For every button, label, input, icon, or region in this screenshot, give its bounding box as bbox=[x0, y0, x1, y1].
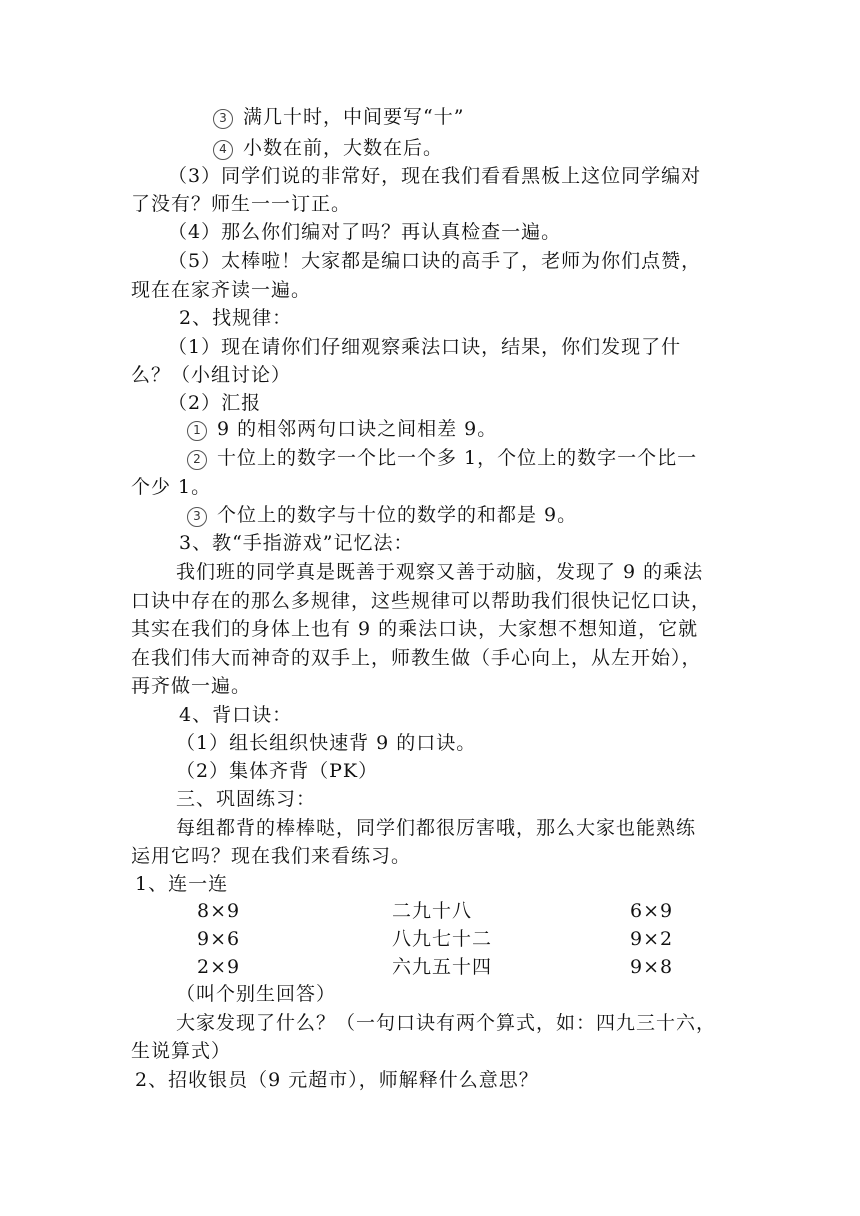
section-heading: 3、教“手指游戏”记忆法： bbox=[179, 532, 414, 554]
paragraph-line: （2）汇报 bbox=[168, 392, 262, 414]
paragraph-line: 口诀中存在的那么多规律，这些规律可以帮助我们很快记忆口诀， bbox=[131, 590, 712, 612]
pattern-item-3 bbox=[187, 502, 577, 528]
table-cell: 6×9 bbox=[630, 900, 674, 922]
table-cell: 2×9 bbox=[197, 956, 241, 978]
paragraph-line: 运用它吗？现在我们来看练习。 bbox=[131, 845, 412, 867]
paragraph-line: 个少 1。 bbox=[131, 476, 212, 498]
table-cell: 六九五十四 bbox=[392, 956, 493, 978]
paragraph-line: （2）集体齐背（PK） bbox=[176, 760, 379, 782]
rule-item-3 bbox=[213, 104, 464, 130]
paragraph-line: （叫个别生回答） bbox=[176, 983, 337, 1005]
line-text: 十位上的数字一个比一个多 1，个位上的数字一个比一 bbox=[217, 447, 698, 469]
section-heading: 4、背口诀： bbox=[179, 704, 293, 726]
pattern-item-1 bbox=[187, 416, 497, 442]
paragraph-line: 在我们伟大而神奇的双手上，师教生做（手心向上，从左开始）， bbox=[131, 647, 702, 669]
paragraph-line: 再齐做一遍。 bbox=[131, 675, 252, 697]
paragraph-line: 我们班的同学真是既善于观察又善于动脑，发现了 9 的乘法 bbox=[176, 561, 704, 583]
circled-number: 2 bbox=[187, 450, 207, 470]
section-heading: 2、找规律： bbox=[179, 307, 293, 329]
table-cell: 二九十八 bbox=[392, 900, 473, 922]
paragraph-line: 大家发现了什么？（一句口诀有两个算式，如：四九三十六， bbox=[176, 1012, 717, 1034]
table-cell: 8×9 bbox=[197, 900, 241, 922]
paragraph-line: （4）那么你们编对了吗？再认真检查一遍。 bbox=[168, 221, 562, 243]
paragraph-line: 生说算式） bbox=[131, 1040, 232, 1062]
exercise-heading: 2、招收银员（9 元超市），师解释什么意思？ bbox=[135, 1069, 539, 1091]
circled-number: 1 bbox=[187, 421, 207, 441]
paragraph-line: 每组都背的棒棒哒，同学们都很厉害哦，那么大家也能熟练 bbox=[176, 817, 697, 839]
circled-number: 3 bbox=[187, 507, 207, 527]
line-text: 满几十时，中间要写“十” bbox=[243, 106, 465, 128]
circled-number: 4 bbox=[213, 140, 233, 160]
paragraph-line: 现在在家齐读一遍。 bbox=[131, 279, 312, 301]
paragraph-line: （1）现在请你们仔细观察乘法口诀，结果，你们发现了什 bbox=[168, 336, 682, 358]
paragraph-line: 么？（小组讨论） bbox=[131, 364, 292, 386]
line-text: 9 的相邻两句口诀之间相差 9。 bbox=[217, 418, 498, 440]
paragraph-line: 其实在我们的身体上也有 9 的乘法口诀，大家想不想知道，它就 bbox=[131, 618, 699, 640]
rule-item-4 bbox=[213, 135, 443, 161]
table-cell: 9×2 bbox=[630, 928, 674, 950]
pattern-item-2 bbox=[187, 445, 697, 471]
paragraph-line: （3）同学们说的非常好，现在我们看看黑板上这位同学编对 bbox=[168, 165, 702, 187]
line-text: 小数在前，大数在后。 bbox=[243, 137, 444, 159]
table-cell: 八九七十二 bbox=[392, 928, 493, 950]
paragraph-line: （1）组长组织快速背 9 的口诀。 bbox=[176, 732, 477, 754]
line-text: 个位上的数字与十位的数学的和都是 9。 bbox=[217, 504, 578, 526]
table-cell: 9×6 bbox=[197, 928, 241, 950]
table-cell: 9×8 bbox=[630, 956, 674, 978]
paragraph-line: 了没有？师生一一订正。 bbox=[131, 193, 352, 215]
paragraph-line: （5）太棒啦！大家都是编口诀的高手了，老师为你们点赞， bbox=[168, 250, 702, 272]
section-heading: 三、巩固练习： bbox=[176, 788, 317, 810]
circled-number: 3 bbox=[213, 109, 233, 129]
exercise-heading: 1、连一连 bbox=[135, 873, 229, 895]
